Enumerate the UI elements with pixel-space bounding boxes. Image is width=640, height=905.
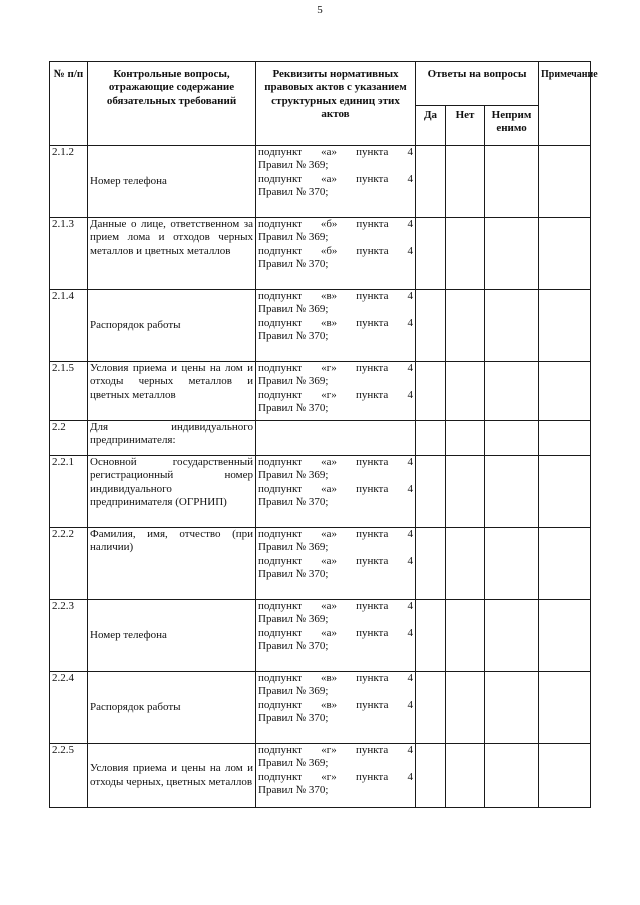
requisite-word: 4 [407, 770, 413, 783]
requisite-word: подпункт [258, 554, 302, 567]
table-row [50, 146, 591, 218]
requisite-word: «а» [321, 482, 337, 495]
page-number: 5 [317, 4, 323, 16]
header-requisites: Реквизиты нормативных правовых актов с указанием структурных единиц этих актов [256, 62, 416, 146]
answer-yes-cell [416, 600, 446, 672]
requisite-line [258, 699, 413, 712]
answer-na-cell [485, 146, 539, 218]
header-na: Неприм енимо [485, 106, 539, 146]
header-no: Нет [446, 106, 485, 146]
row-question: Номер телефона [88, 146, 256, 218]
requisite-word: 4 [407, 554, 413, 567]
table-row [50, 600, 591, 672]
header-note: Примечание [539, 62, 591, 146]
row-requisites [256, 600, 416, 672]
requisite-line [258, 245, 413, 258]
requisite-word: 4 [407, 626, 413, 639]
requisite-act: Правил № 370; [258, 258, 329, 271]
answer-no-cell [446, 362, 485, 421]
requisite-word: пункта [356, 600, 389, 612]
requisite-line [258, 456, 413, 469]
note-cell [539, 290, 591, 362]
requisite-word: «а» [321, 528, 337, 540]
table-row [50, 421, 591, 456]
requisite-word: подпункт [258, 698, 302, 711]
requisite-line [258, 555, 413, 568]
requisite-word: пункта [356, 218, 389, 230]
table-row [50, 528, 591, 600]
row-requisites [256, 421, 416, 456]
table-row [50, 672, 591, 744]
requisite-word: 4 [407, 698, 413, 711]
note-cell [539, 744, 591, 808]
row-number: 2.2.5 [50, 744, 88, 808]
answer-yes-cell [416, 362, 446, 421]
row-question: Условия приема и цены на лом и отходы черных металлов и цветных металлов [88, 362, 256, 421]
answer-no-cell [446, 528, 485, 600]
row-question: Фамилия, имя, отчество (при наличии) [88, 528, 256, 600]
requisite-word: пункта [356, 482, 389, 495]
requisite-act: Правил № 370; [258, 640, 329, 653]
requisite-word: «а» [321, 456, 337, 468]
note-cell [539, 672, 591, 744]
requisite-act: Правил № 370; [258, 784, 329, 797]
row-question: Для индивидуального предпринимателя: [88, 421, 256, 456]
row-requisites [256, 290, 416, 362]
requisite-line [258, 672, 413, 685]
requisite-word: подпункт [258, 626, 302, 639]
requisite-word: пункта [356, 672, 389, 684]
requisite-word: пункта [356, 626, 389, 639]
requisite-word: «в» [320, 672, 338, 684]
requisite-word: 4 [407, 362, 413, 374]
requisite-word: пункта [356, 528, 389, 540]
requisite-word: подпункт [258, 362, 302, 374]
requisite-word: пункта [356, 316, 389, 329]
row-number: 2.2.4 [50, 672, 88, 744]
answer-yes-cell [416, 421, 446, 456]
row-number: 2.1.4 [50, 290, 88, 362]
answer-no-cell [446, 290, 485, 362]
requisite-act: Правил № 369; [258, 541, 329, 554]
requisite-act: Правил № 369; [258, 757, 329, 770]
requisite-word: 4 [407, 672, 413, 684]
requisite-word: 4 [407, 244, 413, 257]
requisite-word: подпункт [258, 482, 302, 495]
requisite-line [258, 483, 413, 496]
requisite-word: пункта [356, 698, 389, 711]
row-number: 2.2.3 [50, 600, 88, 672]
requisite-line [258, 600, 413, 613]
requisite-line [258, 173, 413, 186]
answer-no-cell [446, 600, 485, 672]
requisite-act: Правил № 370; [258, 496, 329, 509]
requisite-word: подпункт [258, 770, 302, 783]
row-requisites [256, 528, 416, 600]
requisite-act: Правил № 370; [258, 712, 329, 725]
note-cell [539, 362, 591, 421]
requisite-word: пункта [355, 770, 389, 783]
requisite-word: 4 [407, 482, 413, 495]
requisite-word: «а» [321, 600, 337, 612]
requisite-word: «в» [320, 290, 338, 302]
requisite-word: «г» [321, 744, 337, 756]
requisite-word: подпункт [258, 218, 302, 230]
requisite-act: Правил № 369; [258, 231, 329, 244]
row-question: Распорядок работы [88, 672, 256, 744]
requisite-line [258, 317, 413, 330]
requisite-word: пункта [356, 554, 389, 567]
requisite-line [258, 771, 413, 784]
requisite-word: подпункт [258, 290, 302, 302]
requisite-word: подпункт [258, 672, 302, 684]
answer-yes-cell [416, 456, 446, 528]
requisite-act: Правил № 370; [258, 568, 329, 581]
requisite-word: «а» [321, 626, 337, 639]
requisite-word: «в» [320, 698, 338, 711]
answer-no-cell [446, 146, 485, 218]
row-number: 2.1.5 [50, 362, 88, 421]
requisite-act: Правил № 369; [258, 613, 329, 626]
requisite-word: пункта [356, 146, 389, 158]
table-row [50, 362, 591, 421]
requisite-word: пункта [356, 290, 389, 302]
answer-na-cell [485, 362, 539, 421]
requisite-word: подпункт [258, 172, 302, 185]
requisite-word: пункта [356, 172, 389, 185]
requisite-line [258, 218, 413, 231]
requisite-word: подпункт [258, 456, 302, 468]
requisite-act: Правил № 369; [258, 159, 329, 172]
answer-na-cell [485, 672, 539, 744]
requisite-line [258, 290, 413, 303]
table-row [50, 456, 591, 528]
answer-na-cell [485, 600, 539, 672]
requisite-word: «а» [321, 172, 337, 185]
row-number: 2.2 [50, 421, 88, 456]
row-question: Данные о лице, ответственном за прием лома и отходов черных металлов и цветных металлов [88, 218, 256, 290]
answer-na-cell [485, 421, 539, 456]
answer-yes-cell [416, 218, 446, 290]
note-cell [539, 421, 591, 456]
requisite-act: Правил № 369; [258, 375, 329, 388]
row-number: 2.1.3 [50, 218, 88, 290]
requisite-word: пункта [356, 244, 389, 257]
requisite-word: подпункт [258, 316, 302, 329]
requisite-word: «в» [320, 316, 338, 329]
requisite-word: 4 [407, 172, 413, 185]
row-requisites [256, 218, 416, 290]
requisite-act: Правил № 370; [258, 330, 329, 343]
requisite-word: «г» [321, 362, 337, 374]
requisite-line [258, 362, 413, 375]
row-requisites [256, 744, 416, 808]
requisite-word: 4 [407, 528, 413, 540]
note-cell [539, 146, 591, 218]
answer-yes-cell [416, 672, 446, 744]
table-row [50, 744, 591, 808]
requisite-word: 4 [407, 146, 413, 158]
requisite-line [258, 389, 413, 402]
answer-no-cell [446, 218, 485, 290]
note-cell [539, 528, 591, 600]
requisite-word: 4 [407, 600, 413, 612]
note-cell [539, 456, 591, 528]
requisite-word: подпункт [258, 744, 302, 756]
answer-yes-cell [416, 290, 446, 362]
requisite-word: пункта [355, 362, 389, 374]
note-cell [539, 218, 591, 290]
table-row [50, 290, 591, 362]
requisite-word: пункта [355, 744, 389, 756]
row-question: Распорядок работы [88, 290, 256, 362]
requisite-act: Правил № 369; [258, 303, 329, 316]
header-answers: Ответы на вопросы [416, 62, 539, 106]
answer-no-cell [446, 744, 485, 808]
answer-yes-cell [416, 744, 446, 808]
requisite-word: «г» [321, 770, 337, 783]
row-requisites [256, 672, 416, 744]
answer-na-cell [485, 218, 539, 290]
header-question: Контрольные вопросы, отражающие содержание обязательных требований [88, 62, 256, 146]
note-cell [539, 600, 591, 672]
answer-no-cell [446, 672, 485, 744]
requisite-word: «б» [320, 244, 338, 257]
requisite-word: 4 [407, 218, 413, 230]
row-number: 2.1.2 [50, 146, 88, 218]
requisite-word: «г» [321, 388, 337, 401]
row-requisites [256, 456, 416, 528]
requisite-line [258, 146, 413, 159]
row-requisites [256, 146, 416, 218]
requisite-act: Правил № 369; [258, 685, 329, 698]
requisite-word: 4 [407, 744, 413, 756]
answer-no-cell [446, 421, 485, 456]
requisite-act: Правил № 370; [258, 402, 329, 415]
row-number: 2.2.2 [50, 528, 88, 600]
table-body [50, 146, 591, 808]
requisite-word: подпункт [258, 528, 302, 540]
requisite-word: «а» [321, 554, 337, 567]
requisite-word: «б» [320, 218, 338, 230]
requisite-act: Правил № 370; [258, 186, 329, 199]
table-row [50, 218, 591, 290]
answer-yes-cell [416, 146, 446, 218]
requisite-line [258, 627, 413, 640]
checklist-table [49, 61, 598, 808]
row-question: Условия приема и цены на лом и отходы черных, цветных металлов [88, 744, 256, 808]
answer-na-cell [485, 744, 539, 808]
answer-na-cell [485, 528, 539, 600]
requisite-word: «а» [321, 146, 337, 158]
requisite-line [258, 744, 413, 757]
answer-na-cell [485, 290, 539, 362]
header-yes: Да [416, 106, 446, 146]
answer-no-cell [446, 456, 485, 528]
row-number: 2.2.1 [50, 456, 88, 528]
requisite-word: 4 [407, 316, 413, 329]
requisite-word: 4 [407, 456, 413, 468]
answer-na-cell [485, 456, 539, 528]
requisite-word: пункта [356, 456, 389, 468]
requisite-word: подпункт [258, 244, 302, 257]
requisite-word: пункта [355, 388, 389, 401]
requisite-word: 4 [407, 388, 413, 401]
row-question: Основной государственный регистрационный номер индивидуального предпринимателя (ОГРНИП) [88, 456, 256, 528]
requisite-act: Правил № 369; [258, 469, 329, 482]
requisite-line [258, 528, 413, 541]
row-question: Номер телефона [88, 600, 256, 672]
row-requisites [256, 362, 416, 421]
requisite-word: подпункт [258, 388, 302, 401]
answer-yes-cell [416, 528, 446, 600]
requisite-word: подпункт [258, 600, 302, 612]
table-header [50, 62, 598, 146]
requisite-word: 4 [407, 290, 413, 302]
requisite-word: подпункт [258, 146, 302, 158]
header-num: № п/п [50, 62, 88, 146]
